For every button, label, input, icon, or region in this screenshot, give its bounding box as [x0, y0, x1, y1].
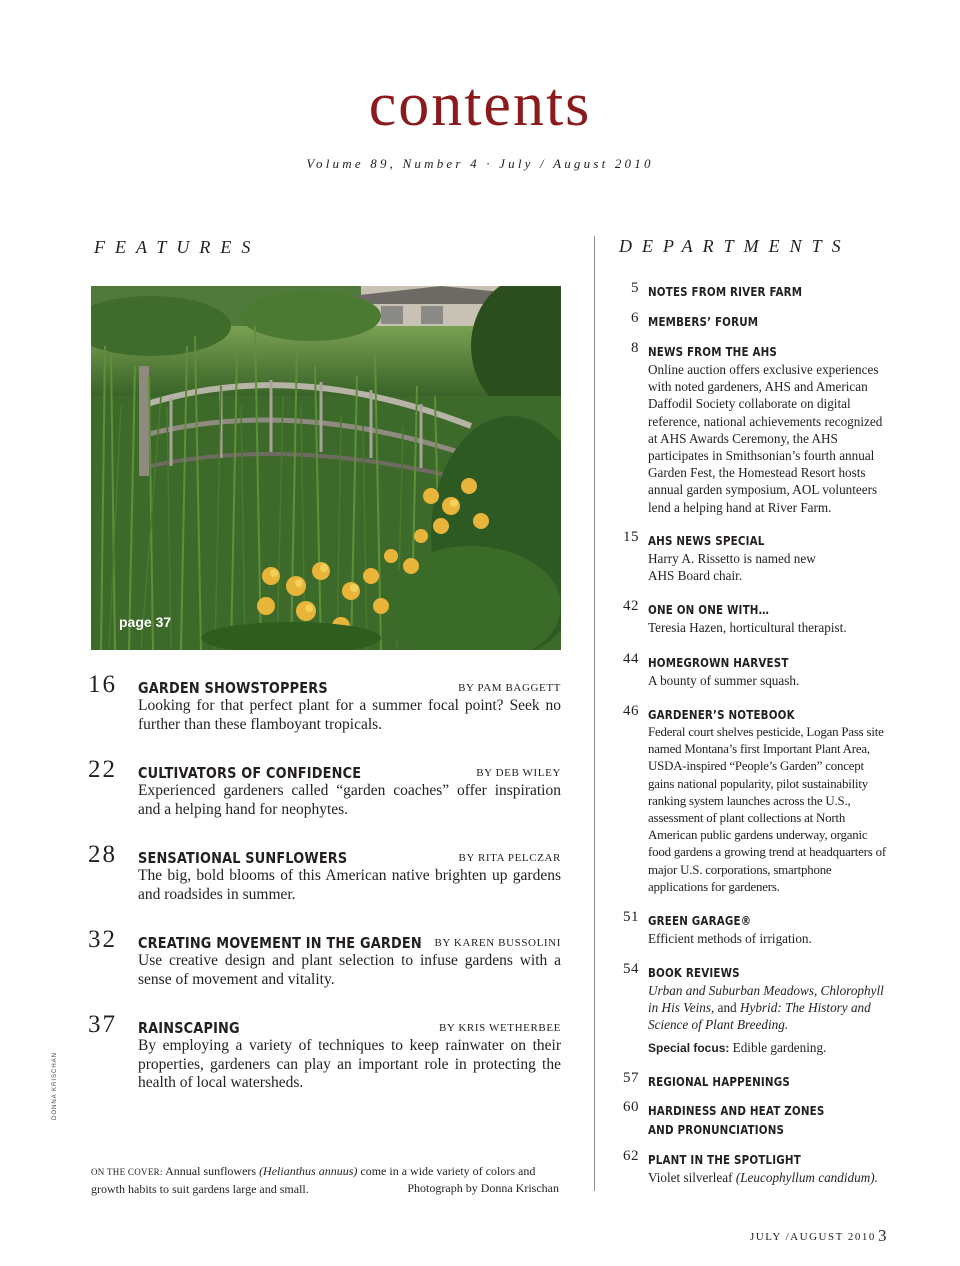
- department-page-number: 57: [623, 1070, 639, 1086]
- feature-item[interactable]: [88, 671, 561, 739]
- cover-note: [91, 1163, 561, 1198]
- department-title: MEMBERS’ FORUM: [648, 315, 759, 329]
- department-page-number: 54: [623, 961, 639, 977]
- book-titles-and: and: [714, 1000, 740, 1016]
- department-title: PLANT IN THE SPOTLIGHT: [648, 1153, 801, 1167]
- feature-byline: BY KAREN BUSSOLINI: [434, 937, 561, 949]
- book-titles-2: Hybrid: The History and Science of Plant Breeding.: [648, 1000, 871, 1033]
- special-focus-label: Special focus:: [648, 1041, 730, 1055]
- department-page-number: 6: [631, 310, 639, 326]
- department-title: HOMEGROWN HARVEST: [648, 656, 789, 670]
- feature-item[interactable]: [88, 1011, 561, 1099]
- footer-issue: JULY /AUGUST 2010: [750, 1231, 876, 1243]
- feature-byline: BY RITA PELCZAR: [458, 852, 561, 864]
- department-item[interactable]: [617, 703, 892, 898]
- department-item[interactable]: [617, 340, 892, 518]
- department-page-number: 62: [623, 1148, 639, 1164]
- feature-byline: BY KRIS WETHERBEE: [438, 1022, 561, 1034]
- feature-page-number: 16: [88, 671, 117, 698]
- department-title: NOTES FROM RIVER FARM: [648, 285, 803, 299]
- department-description: Federal court shelves pesticide, Logan Pass site named Montana’s first Important Plant Area, USDA-inspired “People’s Garden” concept gains national popularity, pilot sustainability ranking system launches across the U.S., assessment of plant collections at North American public gardens underway, organic food gardens a growing trend at headquarters of major U.S. corporations, smartphone applications for gardeners.: [648, 725, 886, 894]
- feature-page-number: 28: [88, 841, 117, 868]
- department-page-number: 60: [623, 1099, 639, 1115]
- department-title-line-1: HARDINESS AND HEAT ZONES: [648, 1104, 825, 1118]
- department-description: [648, 982, 893, 1034]
- plant-common-name: Violet silverleaf: [648, 1170, 736, 1185]
- feature-title: GARDEN SHOWSTOPPERS: [138, 679, 328, 697]
- feature-description: Experienced gardeners called “garden coaches” offer inspiration and a helping hand for neophytes.: [138, 782, 561, 818]
- feature-byline: BY PAM BAGGETT: [458, 682, 561, 694]
- book-titles-1: Urban and Suburban Meadows, Chlorophyll in His Veins,: [648, 983, 884, 1016]
- feature-description: By employing a variety of techniques to keep rainwater on their properties, gardeners can play an important role in protecting the health of local watersheds.: [138, 1037, 561, 1091]
- department-item[interactable]: [617, 1070, 892, 1093]
- department-item[interactable]: [617, 1148, 892, 1189]
- department-description: [648, 1169, 893, 1186]
- photographer-credit: DONNA KRISCHAN: [52, 1051, 58, 1120]
- department-page-number: 51: [623, 909, 639, 925]
- department-title: GREEN GARAGE®: [648, 914, 752, 928]
- department-description: Online auction offers exclusive experiences with noted gardeners, AHS and American Daffodil Society collaborate on digital reference, national achievements recognized at AHS Awards Ceremony, the AHS participates in Smithsonian’s fourth annual Garden Fest, the Homestead Resort hosts annual garden symposium, AOL volunteers lend a helping hand at River Farm.: [648, 362, 883, 515]
- cover-text-after: come in a wide variety of colors and growth habits to suit gardens large and small.: [91, 1164, 536, 1196]
- department-page-number: 5: [631, 280, 639, 296]
- feature-title: CREATING MOVEMENT IN THE GARDEN: [138, 934, 422, 952]
- feature-description: Use creative design and plant selection to infuse gardens with a sense of movement and vitality.: [138, 952, 561, 988]
- department-item[interactable]: [617, 961, 892, 1059]
- department-description: Efficient methods of irrigation.: [648, 931, 812, 946]
- cover-photo-credit: Photograph by Donna Krischan: [407, 1181, 559, 1195]
- department-title-line-2: AND PRONUNCIATIONS: [648, 1123, 785, 1137]
- department-description: Harry A. Rissetto is named new AHS Board chair.: [648, 551, 816, 584]
- feature-description: The big, bold blooms of this American native brighten up gardens and roadsides in summer.: [138, 867, 561, 903]
- feature-title: RAINSCAPING: [138, 1019, 240, 1037]
- department-description: A bounty of summer squash.: [648, 673, 800, 688]
- department-title: AHS NEWS SPECIAL: [648, 534, 765, 548]
- feature-byline: BY DEB WILEY: [476, 767, 561, 779]
- department-item[interactable]: [617, 651, 892, 692]
- issue-volume: Volume 89, Number 4 · July / August 2010: [306, 156, 654, 171]
- feature-page-number: 37: [88, 1011, 117, 1038]
- plant-latin-name: (Leucophyllum candidum).: [735, 1170, 878, 1185]
- garden-bridge-illustration: [91, 286, 561, 650]
- department-item[interactable]: [617, 598, 892, 639]
- department-item[interactable]: [617, 280, 892, 303]
- page-number: 3: [878, 1226, 887, 1245]
- department-title: REGIONAL HAPPENINGS: [648, 1075, 790, 1089]
- feature-item[interactable]: [88, 926, 561, 994]
- feature-title: CULTIVATORS OF CONFIDENCE: [138, 764, 362, 782]
- page-title: contents: [368, 71, 592, 139]
- feature-page-number: 22: [88, 756, 117, 783]
- cover-label: ON THE COVER:: [91, 1167, 163, 1177]
- special-focus-text: Edible gardening.: [729, 1040, 827, 1055]
- special-focus: [648, 1039, 893, 1057]
- department-title: NEWS FROM THE AHS: [648, 345, 778, 359]
- department-item[interactable]: [617, 529, 892, 587]
- cover-text-before: Annual sunflowers: [165, 1164, 257, 1178]
- department-page-number: 15: [623, 529, 639, 545]
- department-item[interactable]: [617, 1099, 892, 1140]
- department-title: BOOK REVIEWS: [648, 966, 740, 980]
- column-divider: [594, 236, 595, 1191]
- feature-page-number: 32: [88, 926, 117, 953]
- feature-photo: [91, 286, 561, 650]
- department-description: Teresia Hazen, horticultural therapist.: [648, 620, 847, 635]
- cover-species: (Helianthus annuus): [259, 1164, 358, 1178]
- feature-description: Looking for that perfect plant for a summer focal point? Seek no further than these flamboyant tropicals.: [138, 697, 561, 733]
- department-item[interactable]: [617, 909, 892, 950]
- department-title: ONE ON ONE WITH…: [648, 603, 770, 617]
- feature-item[interactable]: [88, 756, 561, 824]
- departments-heading: DEPARTMENTS: [619, 236, 851, 256]
- features-heading: FEATURES: [94, 237, 261, 257]
- department-title: GARDENER’S NOTEBOOK: [648, 708, 795, 722]
- department-page-number: 46: [623, 703, 639, 719]
- department-page-number: 42: [623, 598, 639, 614]
- feature-title: SENSATIONAL SUNFLOWERS: [138, 849, 348, 867]
- department-page-number: 8: [631, 340, 639, 356]
- photo-caption: page 37: [119, 614, 172, 630]
- department-item[interactable]: [617, 310, 892, 333]
- feature-item[interactable]: [88, 841, 561, 909]
- department-page-number: 44: [623, 651, 639, 667]
